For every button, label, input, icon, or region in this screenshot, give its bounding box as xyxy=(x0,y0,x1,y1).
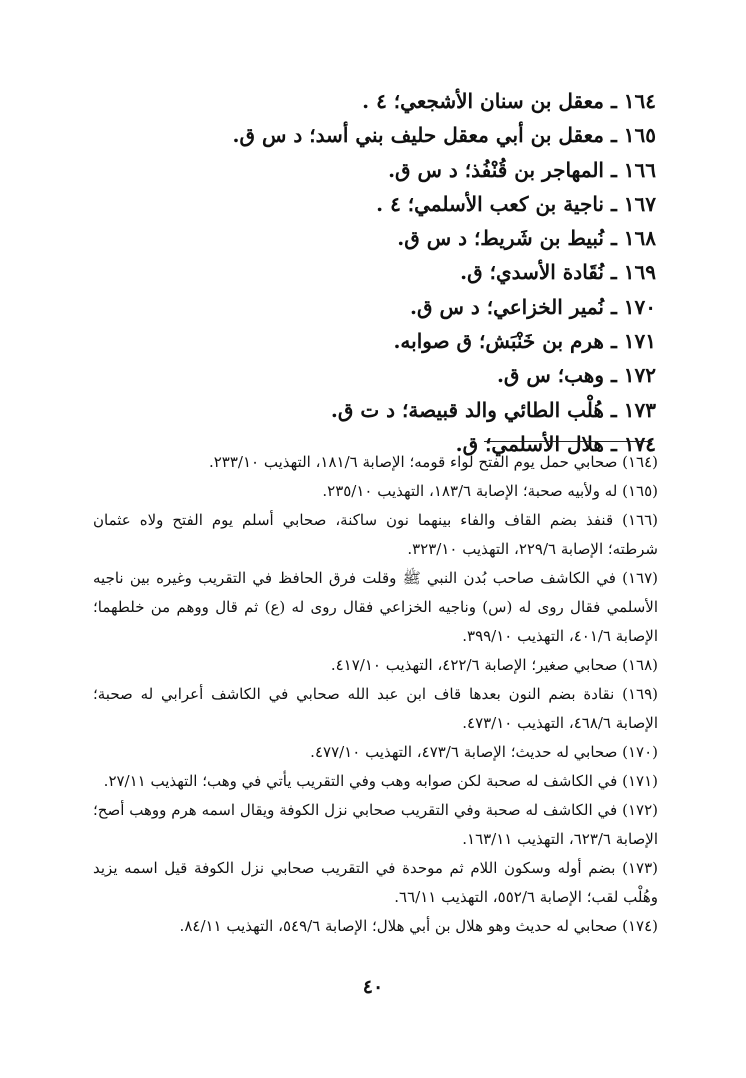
entries-list xyxy=(96,84,656,461)
entry-165: ١٦٥ ـ معقل بن أبي معقل حليف بني أسد؛ د س ق. xyxy=(232,123,656,148)
footnote-174: (١٧٤) صحابي له حديث وهو هلال بن أبي هلال؛ الإصابة ٥٤٩/٦، التهذيب ٨٤/١١. xyxy=(179,917,658,935)
footnote-172: (١٧٢) في الكاشف له صحبة وفي التقريب صحابي نزل الكوفة ويقال اسمه هرم ووهب أصح؛ الإصابة ٦٢٣/٦، التهذيب ١٦٣/١١. xyxy=(93,801,658,848)
page-number: ٤٠ xyxy=(362,976,384,998)
entry-166: ١٦٦ ـ المهاجر بن قُنْفُذ؛ د س ق. xyxy=(388,157,656,182)
footnote-167: (١٦٧) في الكاشف صاحب بُدن النبي ﷺ وقلت فرق الحافظ في التقريب وغيره بين ناجيه الأسلمي فقال روى له (س) وناجيه الخزاعي فقال روى له (ع) ثم قال ووهم من خلطهما؛ الإصابة ٤٠١/٦، التهذيب ٣٩٩/١٠. xyxy=(93,569,658,645)
entry-174: ١٧٤ ـ هلال الأسلمي؛ ق. xyxy=(455,431,656,456)
entry-164: ١٦٤ ـ معقل بن سنان الأشجعي؛ ٤ . xyxy=(362,89,656,113)
footnote-170: (١٧٠) صحابي له حديث؛ الإصابة ٤٧٣/٦، التهذيب ٤٧٧/١٠. xyxy=(310,743,658,761)
footnote-separator xyxy=(484,441,652,442)
entry-172: ١٧٢ ـ وهب؛ س ق. xyxy=(496,363,656,388)
entry-168: ١٦٨ ـ نُبيط بن شَريط؛ د س ق. xyxy=(397,226,656,251)
entry-173: ١٧٣ ـ هُلْب الطائي والد قبيصة؛ د ت ق. xyxy=(330,397,656,422)
footnote-171: (١٧١) في الكاشف له صحبة لكن صوابه وهب وفي التقريب يأتي في وهب؛ التهذيب ٢٧/١١. xyxy=(103,772,658,790)
entry-170: ١٧٠ ـ نُمير الخزاعي؛ د س ق. xyxy=(410,294,656,319)
footnote-168: (١٦٨) صحابي صغير؛ الإصابة ٤٢٢/٦، التهذيب ٤١٧/١٠. xyxy=(330,656,658,674)
footnotes-list xyxy=(93,448,658,941)
entry-167: ١٦٧ ـ ناجية بن كعب الأسلمي؛ ٤ . xyxy=(376,191,656,216)
footnote-169: (١٦٩) نقادة بضم النون بعدها قاف ابن عبد الله صحابي في الكاشف أعرابي له صحبة؛ الإصابة ٤٦٨/٦، التهذيب ٤٧٣/١٠. xyxy=(93,685,658,732)
footnote-166: (١٦٦) قنفذ بضم القاف والفاء بينهما نون ساكنة، صحابي أسلم يوم الفتح ولاه عثمان شرطته؛ الإصابة ٢٢٩/٦، التهذيب ٣٢٣/١٠. xyxy=(93,511,658,558)
footnote-165: (١٦٥) له ولأبيه صحبة؛ الإصابة ١٨٣/٦، التهذيب ٢٣٥/١٠. xyxy=(322,482,658,500)
footnote-164: (١٦٤) صحابي حمل يوم الفتح لواء قومه؛ الإصابة ١٨١/٦، التهذيب ٢٣٣/١٠. xyxy=(208,453,658,471)
footnote-173: (١٧٣) بضم أوله وسكون اللام ثم موحدة في التقريب صحابي نزل الكوفة قيل اسمه يزيد وهُلْب لقب؛ الإصابة ٥٥٢/٦، التهذيب ٦٦/١١. xyxy=(93,859,658,906)
entry-171: ١٧١ ـ هرم بن خَنْبَش؛ ق صوابه. xyxy=(393,329,656,354)
entry-169: ١٦٩ ـ نُقَادة الأسدي؛ ق. xyxy=(460,260,656,285)
